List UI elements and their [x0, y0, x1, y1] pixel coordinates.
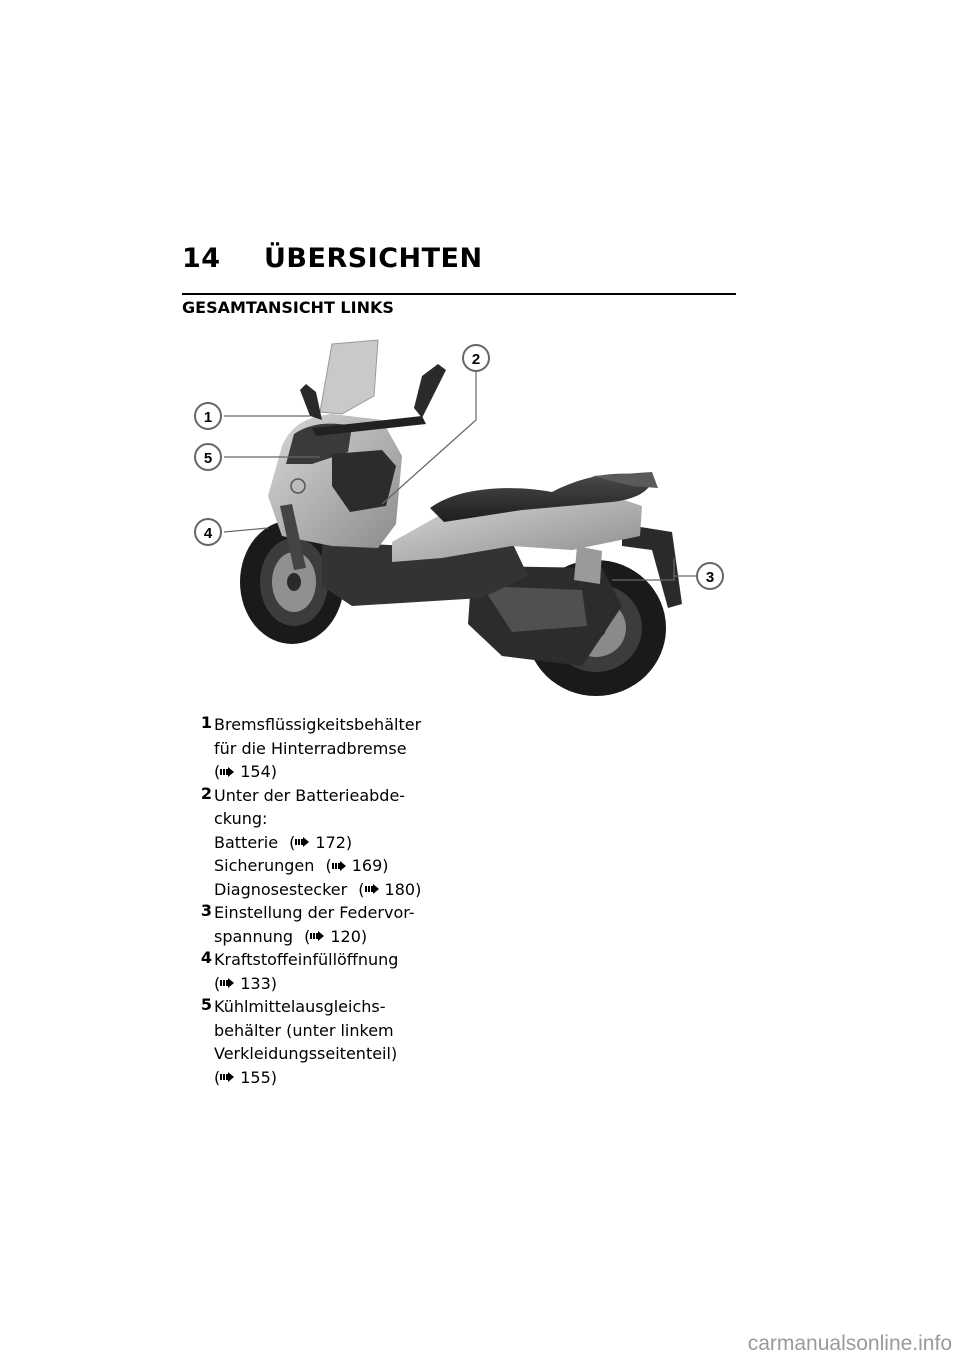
reference-arrow-icon — [310, 931, 324, 941]
legend-number: 1 — [200, 713, 212, 732]
scooter-illustration — [182, 336, 736, 700]
fuel-filler-cap — [291, 479, 305, 493]
rear-shock — [574, 546, 602, 584]
reference-arrow-icon — [220, 1072, 234, 1082]
reference-page: 172) — [315, 832, 353, 852]
callout-4-label: 4 — [203, 525, 213, 542]
reference-page: 169) — [351, 856, 389, 875]
legend-item — [182, 783, 482, 901]
page-reference[interactable]: spannung ( 120) — [214, 926, 368, 946]
reference-arrow-icon — [220, 978, 234, 988]
callout-3-label: 3 — [705, 569, 715, 586]
reference-label: Diagnosestecker — [214, 879, 348, 899]
legend-text: Kühlmittelausgleichs- — [214, 997, 386, 1016]
callout-5-label: 5 — [203, 450, 213, 467]
reference-arrow-icon — [220, 767, 234, 777]
legend-item — [182, 900, 482, 947]
legend-text: für die Hinterradbremse — [214, 738, 407, 758]
mirror-left — [300, 384, 322, 420]
page-reference[interactable]: ( 155) — [214, 1067, 278, 1087]
chapter-title: ÜBERSICHTEN — [264, 243, 483, 274]
callout-1 — [195, 403, 221, 429]
callout-5 — [195, 444, 221, 470]
legend-item — [182, 712, 482, 783]
callout-2 — [463, 345, 489, 371]
reference-page: 180) — [384, 879, 422, 899]
reference-page: 154) — [240, 762, 278, 781]
reference-label: Sicherungen — [214, 856, 315, 875]
reference-arrow-icon — [365, 884, 379, 894]
legend-number: 3 — [200, 901, 212, 920]
legend-number: 5 — [200, 995, 212, 1014]
legend-number: 4 — [200, 948, 212, 967]
legend-item — [182, 947, 482, 994]
page-reference[interactable]: ( 154) — [214, 762, 278, 781]
page-reference[interactable]: ( 133) — [214, 973, 278, 993]
reference-label: Batterie — [214, 832, 279, 852]
reference-page: 120) — [330, 926, 368, 946]
header-rule — [182, 293, 736, 295]
watermark: carmanualsonline.info — [747, 1332, 952, 1355]
legend-text: Unter der Batterieabde- — [214, 785, 406, 805]
callout-3 — [697, 563, 723, 589]
reference-page: 155) — [240, 1067, 278, 1087]
mirror-right — [414, 364, 446, 418]
page-reference[interactable]: Sicherungen ( 169) — [214, 856, 389, 875]
windscreen — [320, 340, 378, 414]
legend-item — [182, 994, 482, 1088]
legend-text: ckung: — [214, 809, 268, 828]
legend-number: 2 — [200, 783, 212, 803]
legend-text: Verkleidungsseitenteil) — [214, 1044, 398, 1063]
page-reference[interactable]: Diagnosestecker ( 180) — [214, 879, 422, 899]
page-reference[interactable]: Batterie ( 172) — [214, 832, 353, 852]
reference-arrow-icon — [332, 861, 346, 871]
callout-1-label: 1 — [203, 409, 213, 426]
page-header — [182, 243, 483, 274]
reference-page: 133) — [240, 973, 278, 993]
legend-text: Kraftstoffeinfüllöffnung — [214, 950, 399, 969]
section-title: GESAMTANSICHT LINKS — [182, 298, 394, 317]
legend-text: behälter (unter linkem — [214, 1020, 394, 1040]
legend-text: Einstellung der Federvor- — [214, 903, 415, 922]
reference-arrow-icon — [295, 837, 309, 847]
reference-label: spannung — [214, 926, 294, 946]
callout-4 — [195, 519, 221, 545]
legend — [182, 712, 482, 1088]
page-number: 14 — [182, 243, 221, 274]
legend-text: Bremsflüssigkeitsbehälter — [214, 715, 422, 734]
callout-2-label: 2 — [471, 351, 481, 368]
